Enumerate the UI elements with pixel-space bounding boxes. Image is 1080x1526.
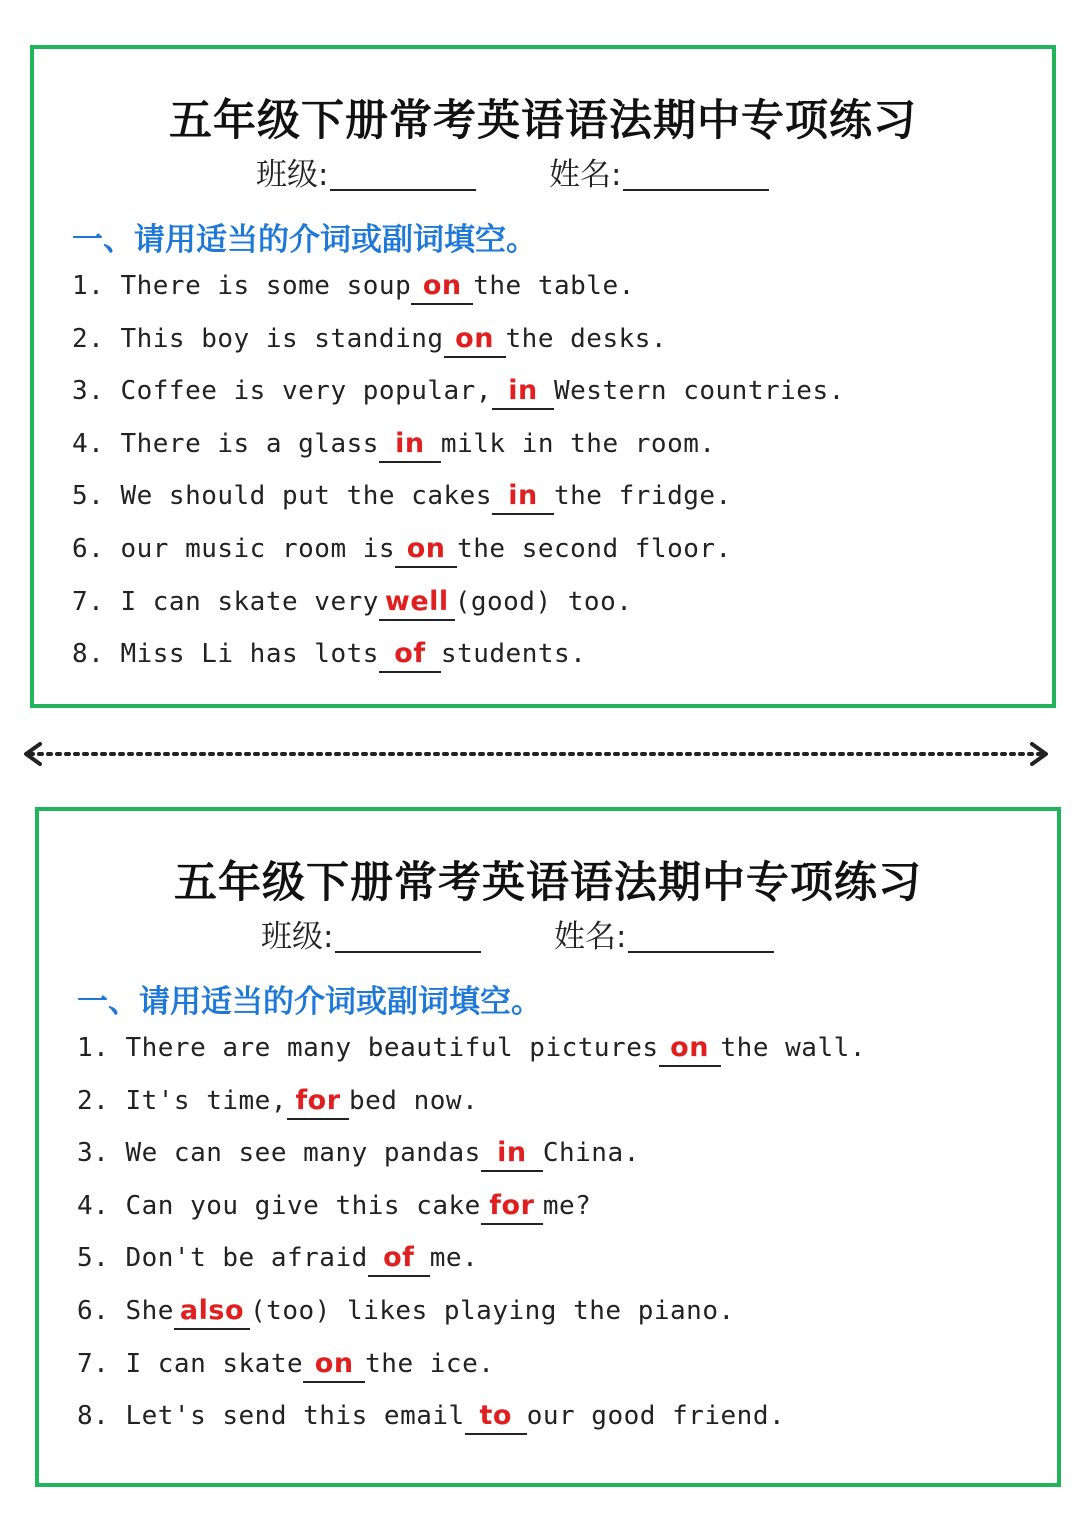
exercise-item [72,266,1032,319]
answer-text: on [406,532,446,564]
item-text-before: 6. She [77,1295,174,1326]
answer-blank[interactable] [368,1241,430,1277]
answer-text: on [670,1032,709,1063]
worksheet-title: 五年级下册常考英语语法期中专项练习 [174,858,922,908]
answer-blank[interactable] [659,1031,721,1067]
answer-blank[interactable] [303,1347,365,1383]
worksheet-card-2 [35,807,1061,1487]
item-text-before: 6. our music room is [72,533,396,564]
item-text-after: students. [440,639,587,670]
dotted-divider [20,738,1052,770]
item-text-after: the second floor. [457,533,732,564]
exercise-item [72,582,1032,635]
answer-blank[interactable] [481,1136,543,1172]
item-text-before: 8. Miss Li has lots [72,639,379,670]
student-info-fields [34,149,1052,193]
name-blank-line[interactable] [628,921,774,953]
answer-text: for [489,1189,535,1221]
exercise-item [72,371,1032,424]
exercise-item [77,1396,1037,1449]
item-text-before: 5. Don't be afraid [77,1243,368,1274]
class-label: 班级: [256,157,329,193]
item-text-after: Western countries. [554,376,845,407]
exercise-list [77,1028,1037,1449]
item-text-before: 7. I can skate very [72,586,379,617]
item-text-before: 1. There is some soup [72,271,412,301]
class-field [261,911,481,956]
answer-blank[interactable] [379,585,455,621]
item-text-after: our good friend. [526,1401,786,1432]
exercise-item [77,1081,1037,1134]
answer-text: on [314,1347,354,1379]
student-info-fields [39,911,1057,955]
exercise-item [72,634,1032,687]
answer-text: well [384,585,449,617]
worksheet-title: 五年级下册常考英语语法期中专项练习 [169,96,917,146]
answer-blank[interactable] [444,322,506,358]
item-text-after: the desks. [505,323,668,354]
exercise-item [77,1344,1037,1397]
answer-text: on [422,270,462,301]
answer-text: in [497,1137,527,1169]
item-text-before: 4. Can you give this cake [77,1190,481,1221]
answer-blank[interactable] [379,427,441,463]
answer-text: in [508,375,538,407]
exercise-item [77,1186,1037,1239]
answer-blank[interactable] [287,1084,349,1120]
exercise-item [77,1238,1037,1291]
item-text-after: the table. [473,271,635,301]
item-text-after: the fridge. [554,481,732,512]
exercise-item [77,1028,1037,1081]
item-text-before: 2. This boy is standing [72,323,444,354]
item-text-after: me? [542,1190,592,1221]
item-text-after: (too) likes playing the piano. [250,1295,735,1326]
class-field [256,149,476,194]
answer-blank[interactable] [492,374,554,410]
item-text-before: 8. Let's send this email [77,1401,465,1432]
worksheet-card-1 [30,45,1056,708]
exercise-item [72,424,1032,477]
exercise-item [72,529,1032,582]
answer-text: on [455,322,494,354]
item-text-after: bed now. [349,1085,479,1116]
answer-text: of [383,1242,415,1274]
item-text-before: 3. We can see many pandas [77,1138,481,1169]
item-text-before: 4. There is a glass [72,428,379,459]
item-text-before: 3. Coffee is very popular, [72,376,492,407]
section-heading: 一、请用适当的介词或副词填空。 [72,222,537,258]
exercise-list [72,266,1032,687]
item-text-before: 5. We should put the cakes [72,481,492,512]
item-text-before: 7. I can skate [77,1348,304,1379]
exercise-item [72,476,1032,529]
name-label: 姓名: [549,157,622,193]
class-blank-line[interactable] [330,159,476,191]
answer-blank[interactable] [174,1294,250,1330]
exercise-item [77,1133,1037,1186]
item-text-after: the wall. [720,1033,866,1063]
answer-blank[interactable] [492,479,554,515]
item-text-after: China. [542,1138,640,1169]
class-blank-line[interactable] [335,921,481,953]
item-text-after: the ice. [365,1348,495,1379]
answer-text: also [179,1294,245,1326]
answer-blank[interactable] [465,1399,527,1435]
exercise-item [77,1291,1037,1344]
answer-blank[interactable] [379,637,441,673]
name-label: 姓名: [554,919,627,955]
answer-text: in [508,480,538,512]
class-label: 班级: [261,919,334,955]
answer-blank[interactable] [481,1189,543,1225]
item-text-before: 1. There are many beautiful pictures [77,1033,659,1063]
item-text-after: (good) too. [454,586,633,617]
name-field [554,911,774,956]
item-text-after: me. [429,1243,479,1274]
name-field [549,149,769,194]
answer-blank[interactable] [411,269,473,305]
answer-text: of [394,638,426,670]
answer-text: to [479,1400,512,1432]
answer-blank[interactable] [395,532,457,568]
name-blank-line[interactable] [623,159,769,191]
answer-text: for [295,1084,341,1116]
section-heading: 一、请用适当的介词或副词填空。 [77,984,542,1020]
exercise-item [72,319,1032,372]
item-text-after: milk in the room. [440,428,716,459]
answer-text: in [395,427,425,459]
item-text-before: 2. It's time, [77,1085,287,1116]
